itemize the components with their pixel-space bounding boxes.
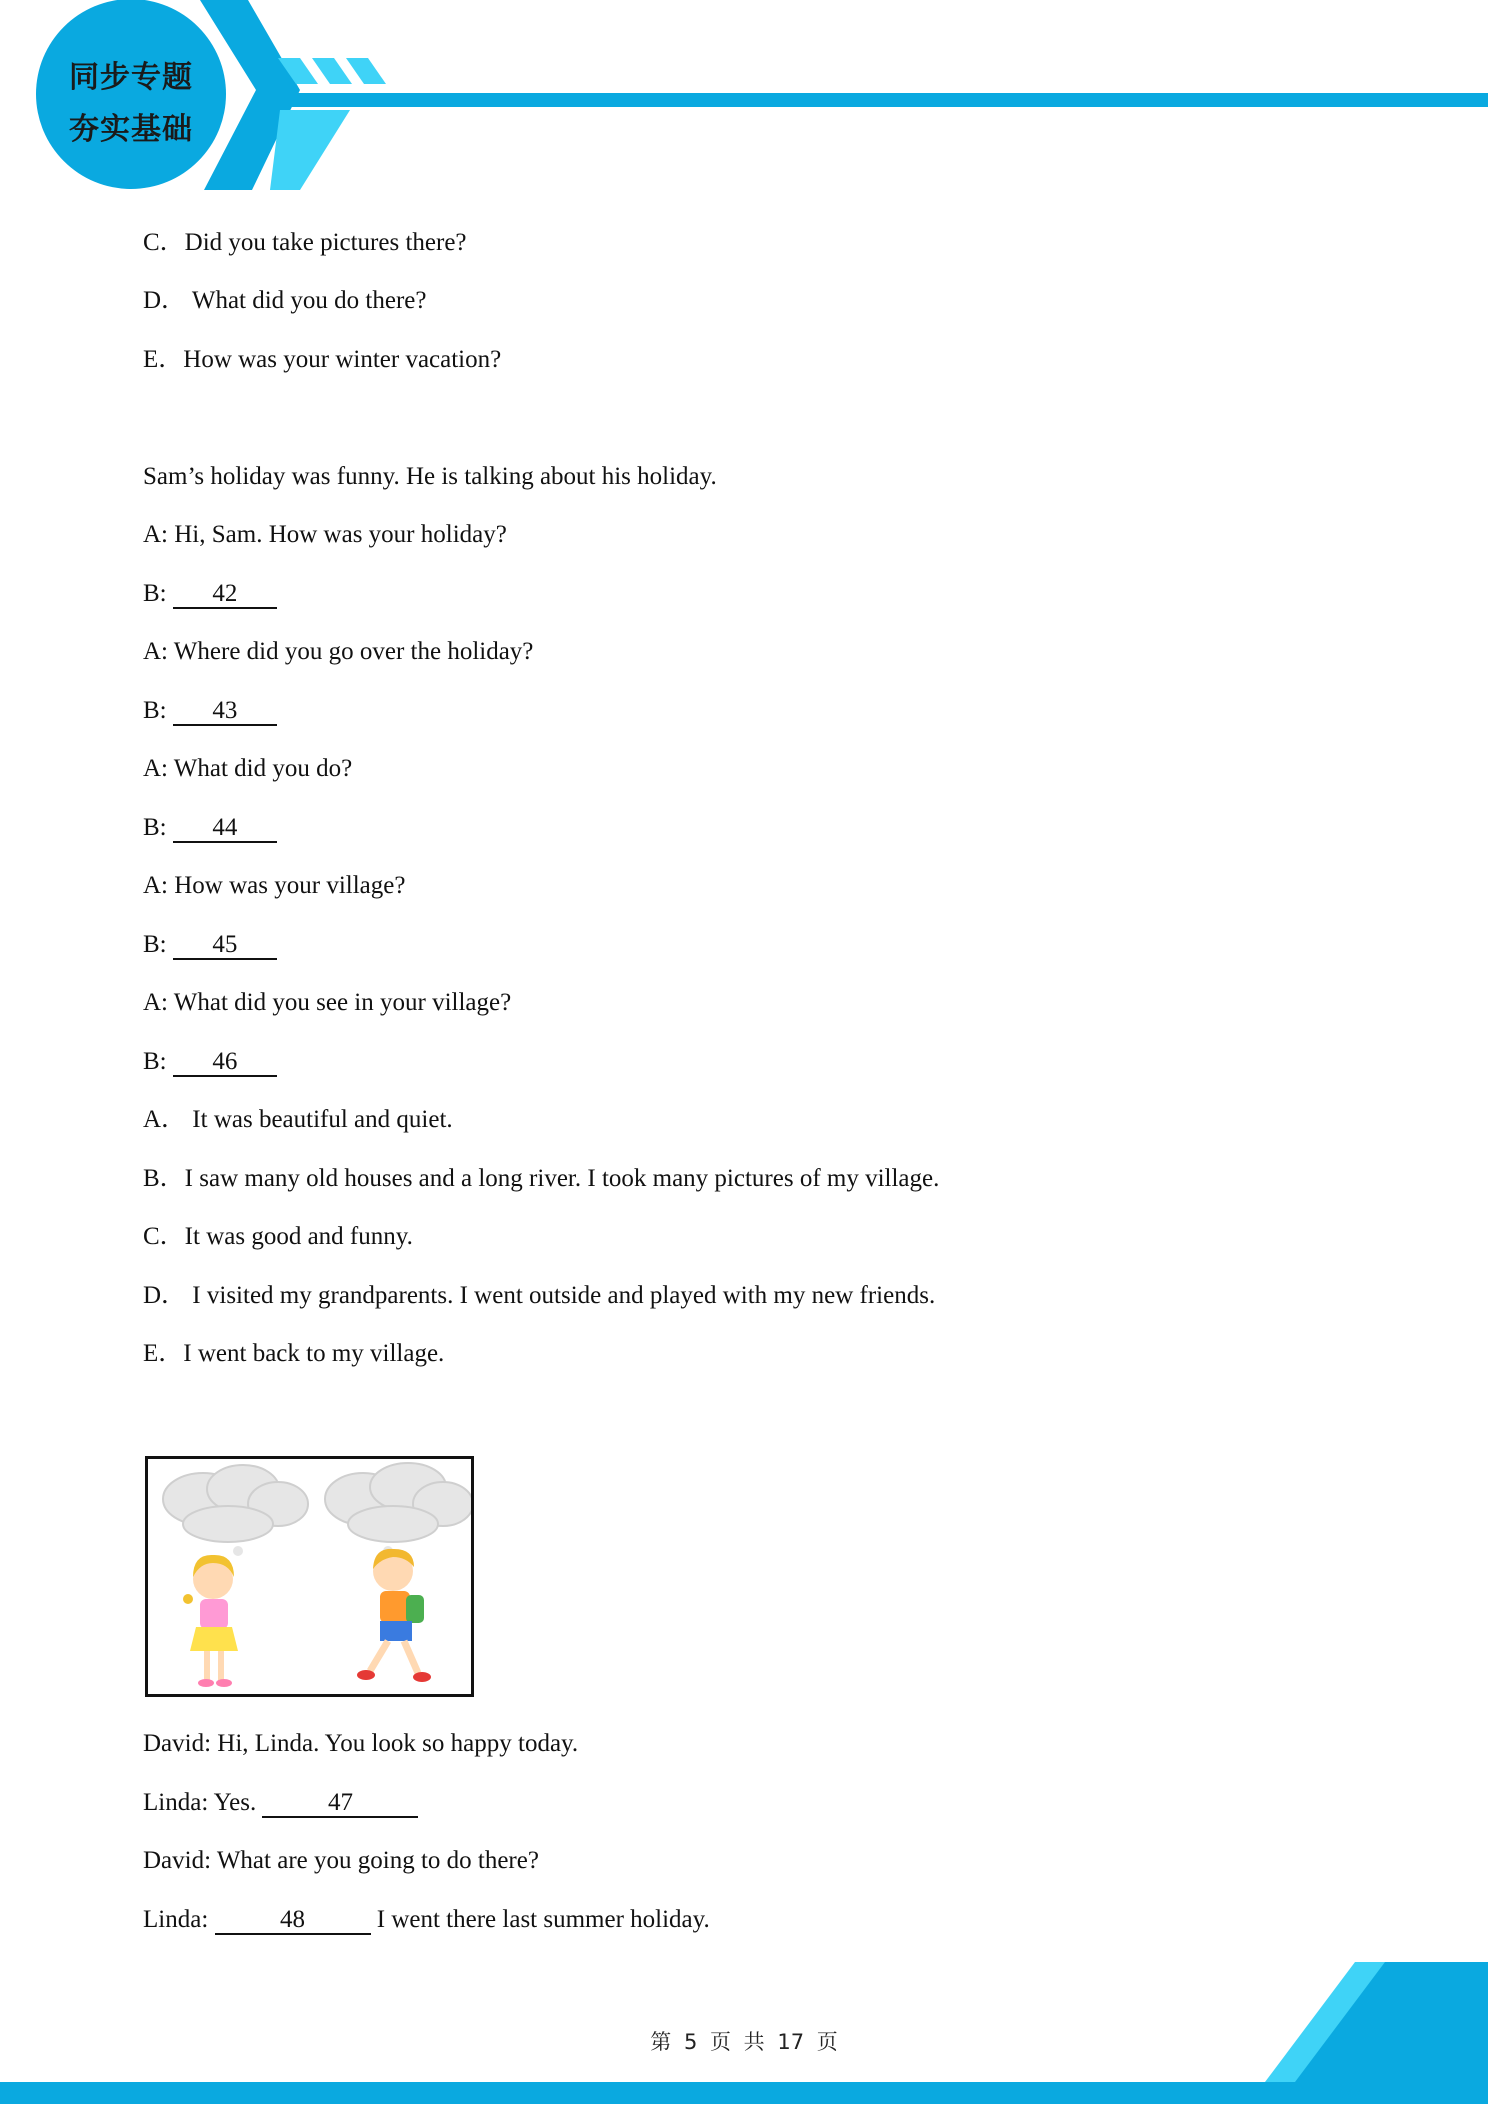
answer-blank-42: 42 (173, 581, 277, 609)
answer-blank-44: 44 (173, 815, 277, 843)
option-e-q1: E．How was your winter vacation? (143, 346, 502, 373)
badge-title-line2: 夯实基础 (69, 112, 193, 147)
answer-blank-46: 46 (173, 1049, 277, 1077)
header-banner (0, 0, 1488, 200)
kids-cartoon-image (148, 1459, 471, 1694)
dialogue-suffix: I went there last summer holiday. (370, 1906, 710, 1933)
dialogue-line-a2: A: Where did you go over the holiday? (143, 638, 534, 665)
dialogue-line-a5: A: What did you see in your village? (143, 989, 512, 1016)
dialogue-line-a3: A: What did you do? (143, 755, 353, 782)
answer-blank-45: 45 (173, 932, 277, 960)
page-number: 第 5 页 共 17 页 (650, 2030, 838, 2054)
dialogue3-line4 (143, 1905, 710, 1935)
option-d-q1: D． What did you do there? (143, 287, 427, 314)
speaker-prefix: Linda: Yes. (143, 1789, 263, 1816)
dialogue-line-b5 (143, 1047, 277, 1077)
dialogue3-line3: David: What are you going to do there? (143, 1847, 539, 1874)
option-e-q2: E．I went back to my village. (143, 1340, 445, 1367)
dialogue3-line1: David: Hi, Linda. You look so happy today. (143, 1730, 579, 1757)
dialogue3-line2 (143, 1788, 418, 1818)
badge-title-line1: 同步专题 (69, 60, 193, 95)
option-c-q1: C．Did you take pictures there? (143, 229, 467, 256)
option-b-q2: B．I saw many old houses and a long river. I took many pictures of my village. (143, 1165, 940, 1192)
option-d-q2: D． I visited my grandparents. I went outside and played with my new friends. (143, 1282, 936, 1309)
dialogue-line-b3 (143, 813, 277, 843)
kids-illustration (145, 1456, 474, 1697)
dialogue-intro: Sam’s holiday was funny. He is talking about his holiday. (143, 463, 717, 490)
answer-blank-47: 47 (262, 1790, 418, 1818)
dialogue-line-a4: A: How was your village? (143, 872, 406, 899)
dialogue-line-b1 (143, 579, 277, 609)
speaker-prefix: B: (143, 931, 173, 958)
speaker-prefix: B: (143, 580, 173, 607)
dialogue-line-a1: A: Hi, Sam. How was your holiday? (143, 521, 507, 548)
answer-blank-48: 48 (215, 1907, 371, 1935)
dialogue-line-b2 (143, 696, 277, 726)
speaker-prefix: B: (143, 697, 173, 724)
speaker-prefix: B: (143, 814, 173, 841)
dialogue-line-b4 (143, 930, 277, 960)
speaker-prefix: Linda: (143, 1906, 215, 1933)
option-a-q2: A． It was beautiful and quiet. (143, 1106, 453, 1133)
answer-blank-43: 43 (173, 698, 277, 726)
option-c-q2: C．It was good and funny. (143, 1223, 413, 1250)
speaker-prefix: B: (143, 1048, 173, 1075)
